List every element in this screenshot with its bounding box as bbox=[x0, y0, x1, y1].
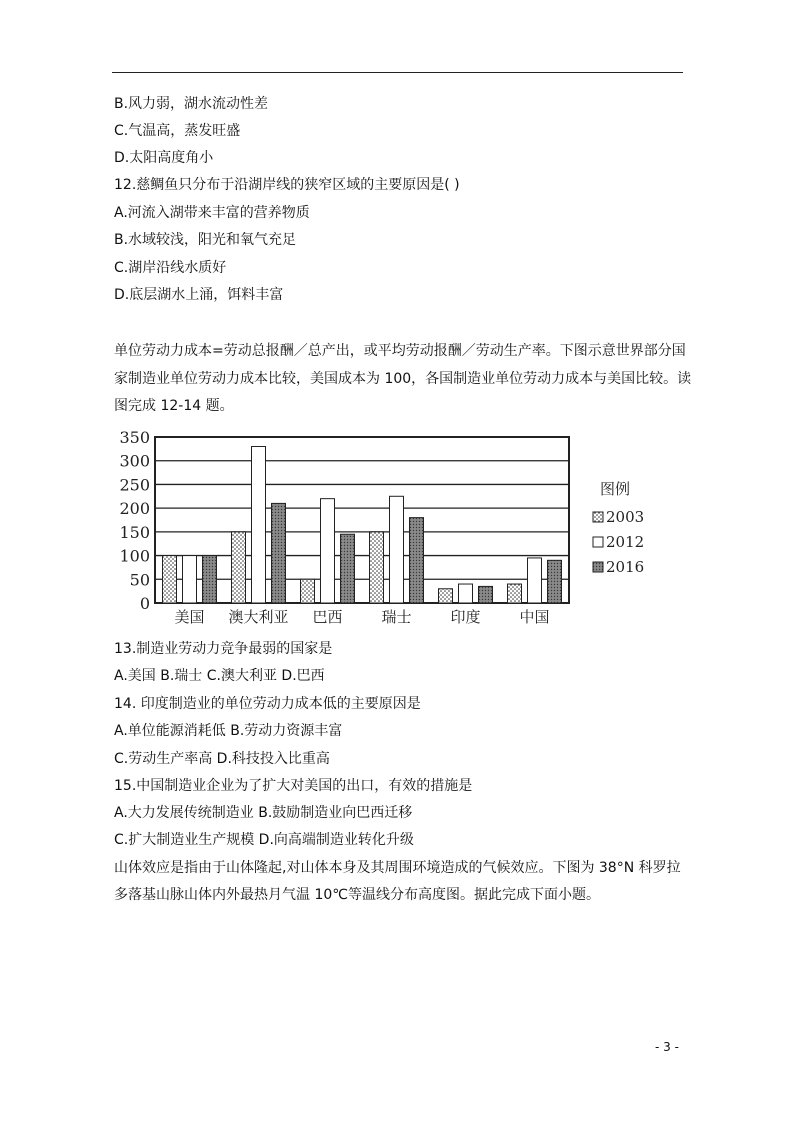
passage2-line-2: 多落基山脉山体内外最热月气温 10℃等温线分布高度图。据此完成下面小题。 bbox=[114, 887, 600, 903]
y-tick-300: 300 bbox=[119, 451, 150, 471]
y-tick-0: 0 bbox=[139, 594, 150, 613]
text-line-option-d: D.太阳高度角小 bbox=[114, 150, 214, 166]
bar-美国-2012 bbox=[183, 556, 197, 603]
bar-印度-2016 bbox=[479, 586, 493, 603]
y-tick-350: 350 bbox=[119, 430, 150, 447]
category-label-澳大利亚: 澳大利亚 bbox=[228, 608, 289, 626]
chart-category-labels bbox=[174, 608, 549, 626]
bar-瑞士-2012 bbox=[390, 496, 404, 603]
bar-印度-2012 bbox=[459, 584, 473, 603]
q12-option-d: D.底层湖水上涌，饵料丰富 bbox=[114, 287, 284, 303]
bar-美国-2003 bbox=[163, 556, 177, 603]
bar-澳大利亚-2016 bbox=[272, 503, 286, 603]
y-tick-50: 50 bbox=[129, 570, 150, 590]
category-label-美国: 美国 bbox=[174, 608, 205, 626]
chart-gridlines bbox=[155, 437, 569, 603]
legend-label-2012: 2012 bbox=[606, 533, 645, 551]
plot-frame bbox=[155, 437, 569, 603]
q15-options-ab: A.大力发展传统制造业 B.鼓励制造业向巴西迁移 bbox=[114, 805, 413, 821]
bar-巴西-2016 bbox=[341, 534, 355, 603]
chart-legend bbox=[593, 480, 644, 576]
legend-title: 图例 bbox=[600, 480, 631, 498]
bar-中国-2003 bbox=[508, 584, 522, 603]
y-tick-100: 100 bbox=[119, 546, 150, 566]
q12-option-b: B.水域较浅，阳光和氧气充足 bbox=[114, 232, 297, 248]
y-tick-250: 250 bbox=[119, 475, 150, 495]
bar-中国-2012 bbox=[528, 558, 542, 603]
question-14: 14. 印度制造业的单位劳动力成本低的主要原因是 bbox=[114, 696, 421, 712]
labor-cost-bar-chart bbox=[112, 430, 672, 630]
bar-澳大利亚-2003 bbox=[232, 532, 246, 603]
text-line-option-b: B.风力弱，湖水流动性差 bbox=[114, 96, 269, 112]
passage-line-1: 单位劳动力成本=劳动总报酬／总产出，或平均劳动报酬／劳动生产率。下图示意世界部分国 bbox=[114, 343, 686, 359]
q12-option-c: C.湖岸沿线水质好 bbox=[114, 260, 227, 276]
category-label-中国: 中国 bbox=[519, 608, 550, 626]
y-tick-200: 200 bbox=[119, 499, 150, 519]
bar-印度-2003 bbox=[439, 589, 453, 603]
legend-swatch-2012 bbox=[593, 537, 603, 547]
bar-瑞士-2016 bbox=[410, 518, 424, 603]
category-label-印度: 印度 bbox=[450, 608, 481, 626]
q14-options-cd: C.劳动生产率高 D.科技投入比重高 bbox=[114, 751, 330, 767]
passage2-line-1: 山体效应是指由于山体隆起,对山体本身及其周围环境造成的气候效应。下图为 38°N 科罗拉 bbox=[114, 860, 681, 876]
question-13: 13.制造业劳动力竞争最弱的国家是 bbox=[114, 641, 333, 657]
legend-label-2003: 2003 bbox=[606, 508, 645, 526]
bar-巴西-2003 bbox=[301, 579, 315, 603]
q13-options: A.美国 B.瑞士 C.澳大利亚 D.巴西 bbox=[114, 668, 325, 684]
legend-swatch-2016 bbox=[593, 562, 603, 572]
chart-y-tick-labels bbox=[119, 430, 150, 613]
bar-巴西-2012 bbox=[321, 499, 335, 603]
category-label-巴西: 巴西 bbox=[312, 608, 343, 626]
bar-澳大利亚-2012 bbox=[252, 446, 266, 603]
page-number: - 3 - bbox=[655, 1040, 679, 1054]
bar-瑞士-2003 bbox=[370, 532, 384, 603]
q14-options-ab: A.单位能源消耗低 B.劳动力资源丰富 bbox=[114, 723, 343, 739]
bar-中国-2016 bbox=[548, 560, 562, 603]
category-label-瑞士: 瑞士 bbox=[381, 608, 412, 626]
legend-swatch-2003 bbox=[593, 512, 603, 522]
question-15: 15.中国制造业企业为了扩大对美国的出口，有效的措施是 bbox=[114, 778, 473, 794]
question-12: 12.慈鲷鱼只分布于沿湖岸线的狭窄区域的主要原因是( ) bbox=[114, 177, 460, 193]
legend-label-2016: 2016 bbox=[606, 558, 645, 576]
q12-option-a: A.河流入湖带来丰富的营养物质 bbox=[114, 205, 310, 221]
header-rule bbox=[112, 72, 683, 73]
passage-line-3: 图完成 12-14 题。 bbox=[114, 398, 234, 414]
text-line-option-c: C.气温高，蒸发旺盛 bbox=[114, 123, 241, 139]
passage-line-2: 家制造业单位劳动力成本比较，美国成本为 100，各国制造业单位劳动力成本与美国比较。读 bbox=[114, 371, 692, 387]
q15-options-cd: C.扩大制造业生产规模 D.向高端制造业转化升级 bbox=[114, 832, 414, 848]
bar-美国-2016 bbox=[203, 556, 217, 603]
y-tick-150: 150 bbox=[119, 522, 150, 542]
